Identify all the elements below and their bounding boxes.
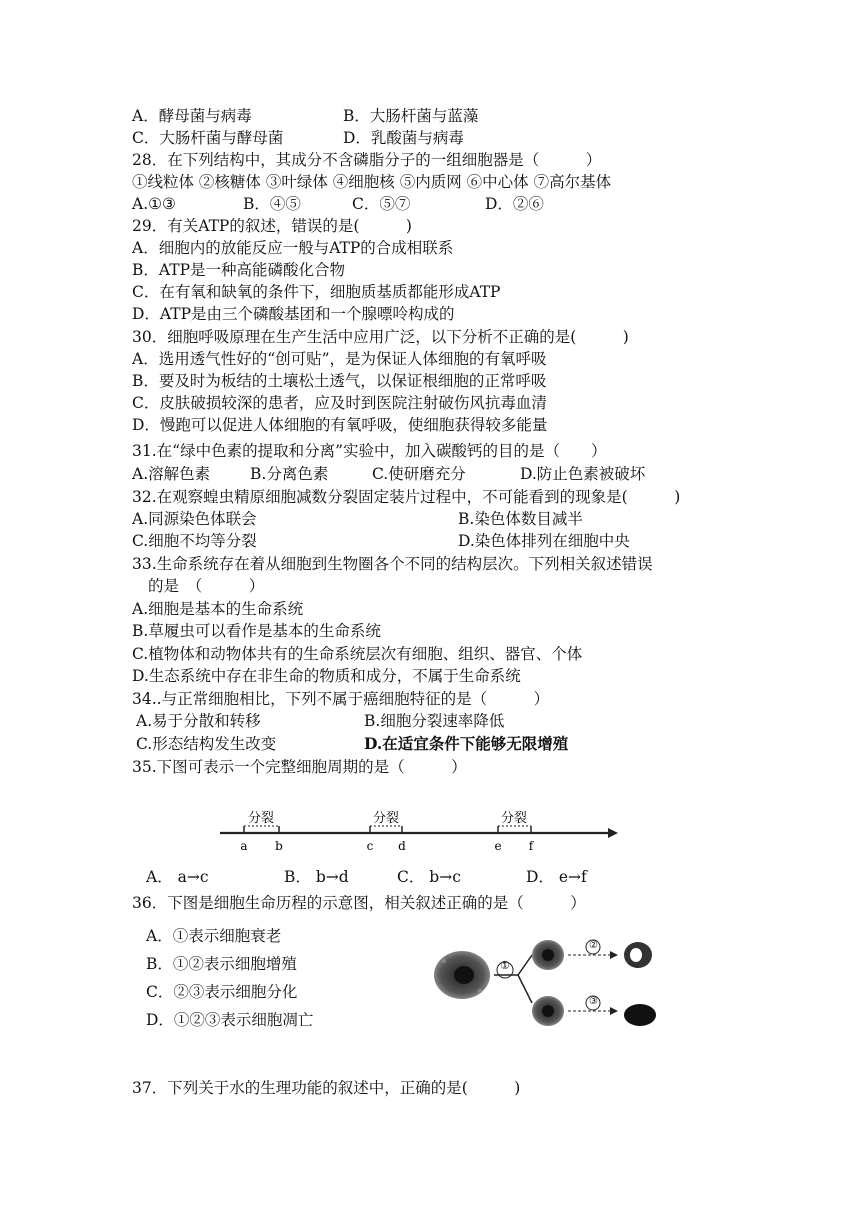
q28-option-c: C．⑤⑦ [352, 195, 411, 213]
q34-option-b: B.细胞分裂速率降低 [364, 712, 505, 730]
q27-option-d: D．乳酸菌与病毒 [343, 129, 464, 147]
point-label-e: e [494, 839, 502, 853]
arrow-1-lower [518, 975, 532, 1003]
q31-option-b: B.分离色素 [250, 465, 329, 483]
q34-option-a: A.易于分散和转移 [136, 712, 261, 730]
q29-option-b: B．ATP是一种高能磷酸化合物 [132, 261, 346, 279]
q36-option-b: B．①②表示细胞增殖 [146, 955, 297, 973]
q33-stem-line2: 的是 （ ） [148, 577, 265, 595]
diagram-label-3: ③ [589, 996, 598, 1007]
q36-option-d: D．①②③表示细胞凋亡 [146, 1011, 314, 1029]
point-label-c: c [366, 839, 374, 853]
q34-option-d: D.在适宜条件下能够无限增殖 [364, 734, 569, 753]
q35-option-d: D． e→f [526, 868, 587, 886]
q35-option-b: B． b→d [284, 868, 349, 886]
q32-option-a: A.同源染色体联会 [132, 510, 257, 528]
q30-option-a: A．选用透气性好的“创可贴”，是为保证人体细胞的有氧呼吸 [132, 350, 547, 368]
division-label-1: 分裂 [247, 811, 275, 826]
q29-option-a: A．细胞内的放能反应一般与ATP的合成相联系 [132, 239, 454, 257]
q28-option-d: D．②⑥ [485, 195, 544, 213]
q27-option-a: A．酵母菌与病毒 [132, 107, 252, 125]
point-label-a: a [240, 839, 248, 853]
q32-option-b: B.染色体数目减半 [458, 510, 583, 528]
q33-stem-line1: 33.生命系统存在着从细胞到生物圈各个不同的结构层次。下列相关叙述错误 [132, 555, 653, 573]
cell-cycle-timeline [210, 808, 620, 856]
q31-stem: 31.在“绿中色素的提取和分离”实验中，加入碳酸钙的目的是（ ） [132, 442, 607, 460]
arrow-1-upper [518, 955, 532, 975]
q35-option-c: C． b→c [397, 868, 461, 886]
q29-option-c: C．在有氧和缺氧的条件下，细胞质基质都能形成ATP [132, 283, 501, 301]
diagram-label-2: ② [589, 940, 598, 951]
q35-stem: 35.下图可表示一个完整细胞周期的是（ ） [132, 758, 467, 776]
q28-option-b: B．④⑤ [243, 195, 301, 213]
arrow-3-head [610, 1007, 618, 1015]
q36-option-a: A．①表示细胞衰老 [146, 927, 282, 945]
q27-option-c: C．大肠杆菌与酵母菌 [132, 129, 284, 147]
q32-option-d: D.染色体排列在细胞中央 [458, 532, 630, 550]
q33-option-b: B.草履虫可以看作是基本的生命系统 [132, 622, 381, 640]
q29-stem: 29．有关ATP的叙述，错误的是( ) [132, 217, 412, 235]
result-cell-lower-icon [624, 1004, 656, 1026]
q37-stem: 37．下列关于水的生理功能的叙述中，正确的是( ) [132, 1079, 521, 1097]
q36-stem: 36．下图是细胞生命历程的示意图，相关叙述正确的是（ ） [132, 894, 586, 912]
division-label-2: 分裂 [372, 811, 400, 826]
q31-option-a: A.溶解色素 [132, 465, 211, 483]
q30-option-c: C．皮肤破损较深的患者，应及时到医院注射破伤风抗毒血清 [132, 394, 547, 412]
division-label-3: 分裂 [500, 811, 528, 826]
cell-life-history-diagram [430, 925, 670, 1040]
q30-option-d: D．慢跑可以促进人体细胞的有氧呼吸，使细胞获得较多能量 [132, 416, 548, 434]
diagram-label-1: ① [500, 959, 510, 972]
arrow-2-head [610, 951, 618, 959]
q33-option-a: A.细胞是基本的生命系统 [132, 600, 304, 618]
q28-option-a: A.①③ [132, 195, 176, 213]
q29-option-d: D．ATP是由三个磷酸基团和一个腺嘌呤构成的 [132, 305, 455, 323]
point-label-f: f [528, 839, 534, 853]
q31-option-c: C.使研磨充分 [372, 465, 466, 483]
q32-option-c: C.细胞不均等分裂 [132, 532, 257, 550]
q31-option-d: D.防止色素被破坏 [520, 465, 646, 483]
parent-cell-icon [434, 951, 490, 999]
q34-stem: 34..与正常细胞相比，下列不属于癌细胞特征的是（ ） [132, 690, 550, 708]
q28-stem: 28．在下列结构中，其成分不含磷脂分子的一组细胞器是（ ） [132, 151, 602, 169]
q34-option-c: C.形态结构发生改变 [136, 735, 277, 753]
point-label-b: b [275, 839, 283, 853]
result-cell-upper-icon [624, 942, 652, 968]
q36-option-c: C．②③表示细胞分化 [146, 983, 298, 1001]
q28-items: ①线粒体 ②核糖体 ③叶绿体 ④细胞核 ⑤内质网 ⑥中心体 ⑦高尔基体 [132, 173, 612, 191]
q33-option-c: C.植物体和动物体共有的生命系统层次有细胞、组织、器官、个体 [132, 645, 583, 663]
point-label-d: d [398, 839, 406, 853]
q30-option-b: B．要及时为板结的土壤松土透气，以保证根细胞的正常呼吸 [132, 372, 547, 390]
q33-option-d: D.生态系统中存在非生命的物质和成分，不属于生命系统 [132, 667, 521, 685]
q27-option-b: B．大肠杆菌与蓝藻 [343, 107, 479, 125]
upper-cell-icon [532, 940, 564, 970]
lower-cell-icon [532, 996, 564, 1026]
timeline-arrowhead [608, 828, 618, 838]
q35-option-a: A． a→c [146, 868, 209, 886]
q30-stem: 30．细胞呼吸原理在生产生活中应用广泛，以下分析不正确的是( ) [132, 328, 629, 346]
q32-stem: 32.在观察蝗虫精原细胞减数分裂固定装片过程中，不可能看到的现象是( ) [132, 488, 681, 506]
